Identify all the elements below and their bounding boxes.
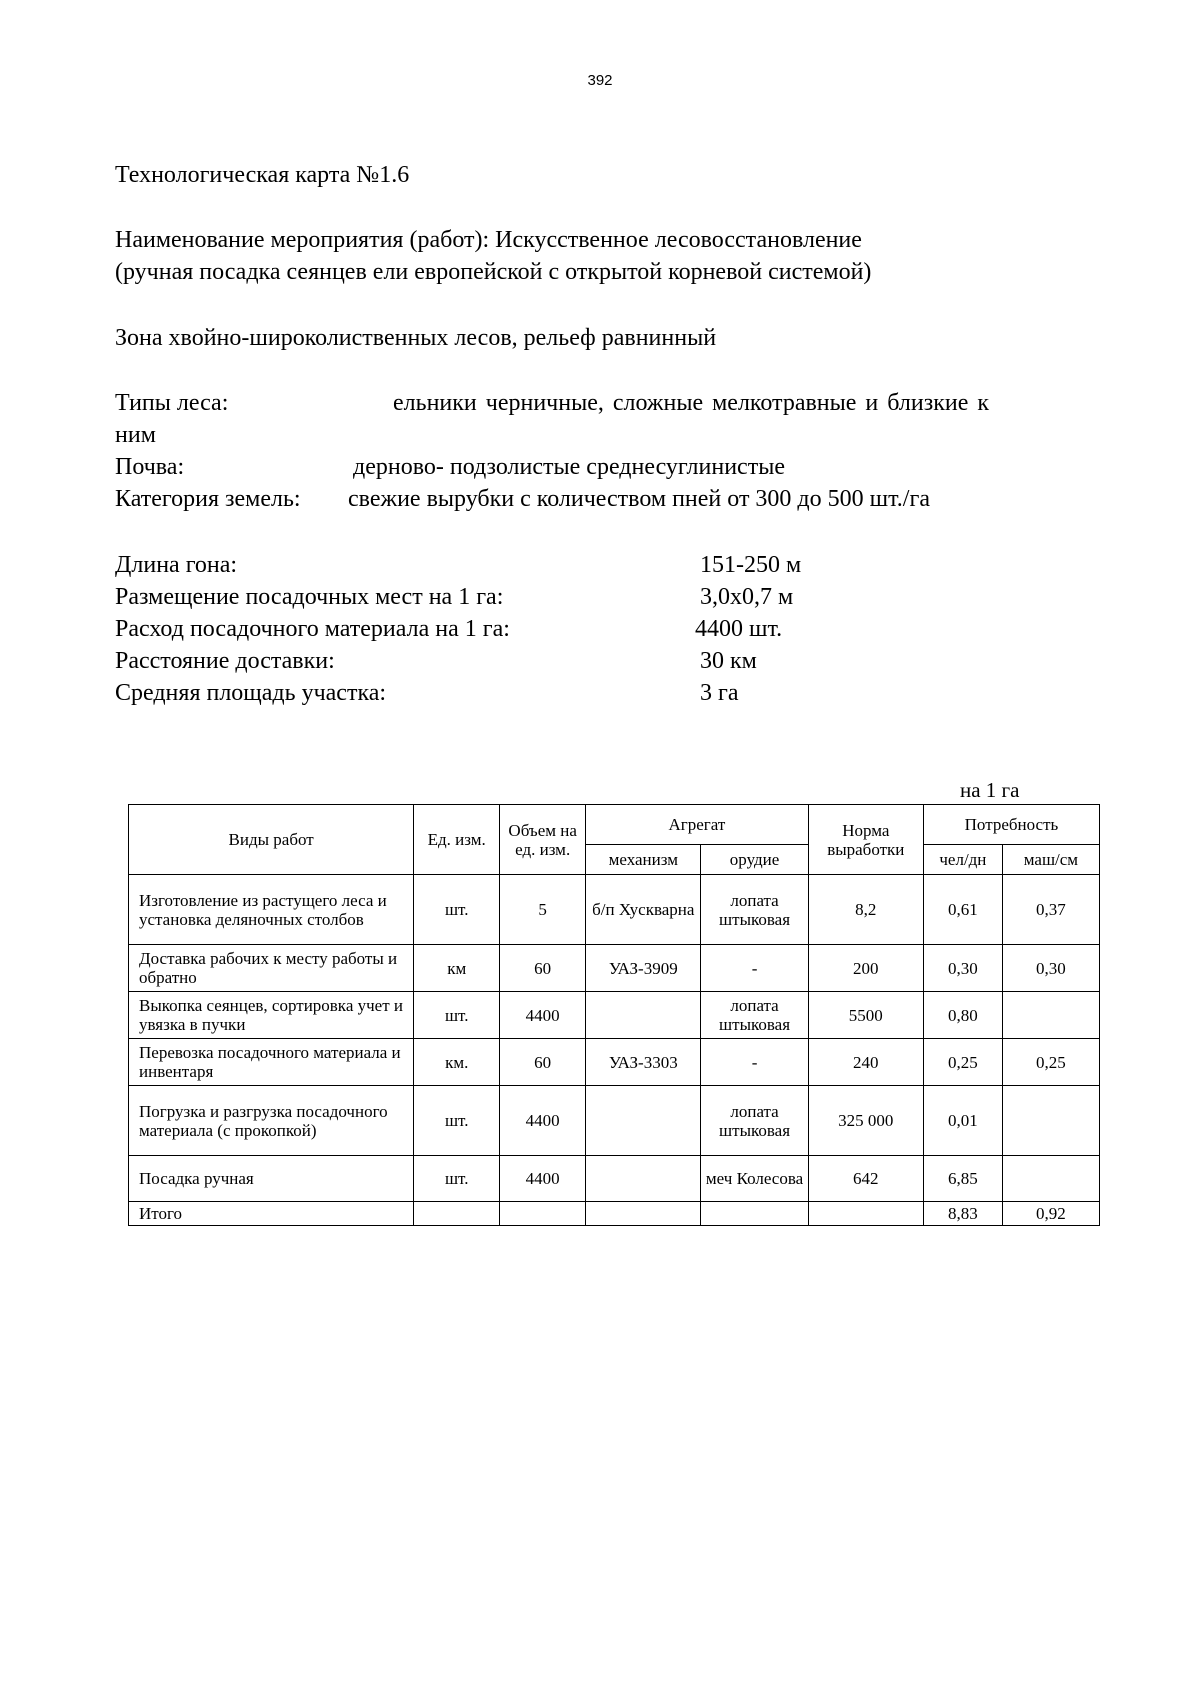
row-volume: 4400 (500, 1086, 586, 1156)
param-value: 30 км (700, 648, 757, 674)
land-category-label: Категория земель: (115, 486, 301, 512)
row-work-name: Посадка ручная (129, 1156, 414, 1202)
row-norm: 642 (808, 1156, 923, 1202)
header-mechanism: механизм (586, 845, 701, 875)
row-norm: 8,2 (808, 875, 923, 945)
total-machine-shifts: 0,92 (1002, 1202, 1099, 1226)
param-label: Расстояние доставки: (115, 648, 335, 674)
header-aggregate: Агрегат (586, 805, 809, 845)
row-man-days: 0,25 (923, 1039, 1002, 1086)
table-row (129, 1156, 1100, 1202)
table-row (129, 875, 1100, 945)
table-row (129, 1039, 1100, 1086)
param-value: 3,0х0,7 м (700, 584, 794, 610)
header-machine-shifts: маш/см (1002, 845, 1099, 875)
work-table (128, 804, 1100, 1226)
header-norm: Норма выработки (808, 805, 923, 875)
row-man-days: 0,01 (923, 1086, 1002, 1156)
soil-value: дерново- подзолистые среднесуглинистые (353, 454, 785, 480)
row-mechanism (586, 1156, 701, 1202)
row-tool: лопата штыковая (701, 875, 808, 945)
row-norm: 200 (808, 945, 923, 992)
row-man-days: 6,85 (923, 1156, 1002, 1202)
total-label: Итого (129, 1202, 414, 1226)
forest-types-continuation: ним (115, 422, 156, 448)
row-tool: - (701, 945, 808, 992)
event-name: Наименование мероприятия (работ): Искусственное лесовосстановление (115, 227, 862, 253)
row-work-name: Погрузка и разгрузка посадочного материала (с прокопкой) (129, 1086, 414, 1156)
table-row (129, 945, 1100, 992)
row-unit: км (414, 945, 500, 992)
page-number: 392 (587, 72, 613, 89)
row-tool: лопата штыковая (701, 1086, 808, 1156)
row-unit: км. (414, 1039, 500, 1086)
row-volume: 60 (500, 945, 586, 992)
table-total-row (129, 1202, 1100, 1226)
row-mechanism: б/п Хускварна (586, 875, 701, 945)
header-man-days: чел/дн (923, 845, 1002, 875)
row-tool: - (701, 1039, 808, 1086)
row-tool: лопата штыковая (701, 992, 808, 1039)
table-row (129, 1086, 1100, 1156)
total-man-days: 8,83 (923, 1202, 1002, 1226)
land-category-value: свежие вырубки с количеством пней от 300 до 500 шт./га (348, 486, 930, 512)
row-volume: 5 (500, 875, 586, 945)
row-mechanism: УАЗ-3909 (586, 945, 701, 992)
document-title: Технологическая карта №1.6 (115, 162, 410, 188)
row-machine-shifts (1002, 992, 1099, 1039)
row-work-name: Доставка рабочих к месту работы и обратно (129, 945, 414, 992)
param-label: Расход посадочного материала на 1 га: (115, 616, 510, 642)
row-machine-shifts: 0,37 (1002, 875, 1099, 945)
row-work-name: Перевозка посадочного материала и инвентаря (129, 1039, 414, 1086)
forest-zone: Зона хвойно-широколиственных лесов, рельеф равнинный (115, 325, 717, 351)
row-machine-shifts: 0,30 (1002, 945, 1099, 992)
param-value: 4400 шт. (695, 616, 783, 642)
row-norm: 240 (808, 1039, 923, 1086)
header-demand: Потребность (923, 805, 1099, 845)
forest-types-value: ельники черничные, сложные мелкотравные и близкие к (393, 390, 990, 416)
row-mechanism (586, 1086, 701, 1156)
row-unit: шт. (414, 992, 500, 1039)
header-work-types: Виды работ (129, 805, 414, 875)
row-volume: 60 (500, 1039, 586, 1086)
event-name-continuation: (ручная посадка сеянцев ели европейской с открытой корневой системой) (115, 259, 872, 285)
param-value: 151-250 м (700, 552, 802, 578)
param-label: Размещение посадочных мест на 1 га: (115, 584, 504, 610)
row-machine-shifts: 0,25 (1002, 1039, 1099, 1086)
param-label: Средняя площадь участка: (115, 680, 387, 706)
soil-label: Почва: (115, 454, 185, 480)
row-volume: 4400 (500, 1156, 586, 1202)
header-volume: Объем на ед. изм. (500, 805, 586, 875)
param-value: 3 га (700, 680, 739, 706)
row-machine-shifts (1002, 1156, 1099, 1202)
row-work-name: Выкопка сеянцев, сортировка учет и увязка в пучки (129, 992, 414, 1039)
row-man-days: 0,80 (923, 992, 1002, 1039)
table-unit-note: на 1 га (960, 778, 1020, 802)
row-mechanism (586, 992, 701, 1039)
row-tool: меч Колесова (701, 1156, 808, 1202)
row-man-days: 0,61 (923, 875, 1002, 945)
header-unit: Ед. изм. (414, 805, 500, 875)
row-man-days: 0,30 (923, 945, 1002, 992)
row-mechanism: УАЗ-3303 (586, 1039, 701, 1086)
row-unit: шт. (414, 1086, 500, 1156)
header-tool: орудие (701, 845, 808, 875)
row-norm: 325 000 (808, 1086, 923, 1156)
table-row (129, 992, 1100, 1039)
param-label: Длина гона: (115, 552, 238, 578)
row-machine-shifts (1002, 1086, 1099, 1156)
row-unit: шт. (414, 875, 500, 945)
forest-types-label: Типы леса: (115, 390, 229, 416)
row-unit: шт. (414, 1156, 500, 1202)
row-volume: 4400 (500, 992, 586, 1039)
row-work-name: Изготовление из растущего леса и установка деляночных столбов (129, 875, 414, 945)
row-norm: 5500 (808, 992, 923, 1039)
